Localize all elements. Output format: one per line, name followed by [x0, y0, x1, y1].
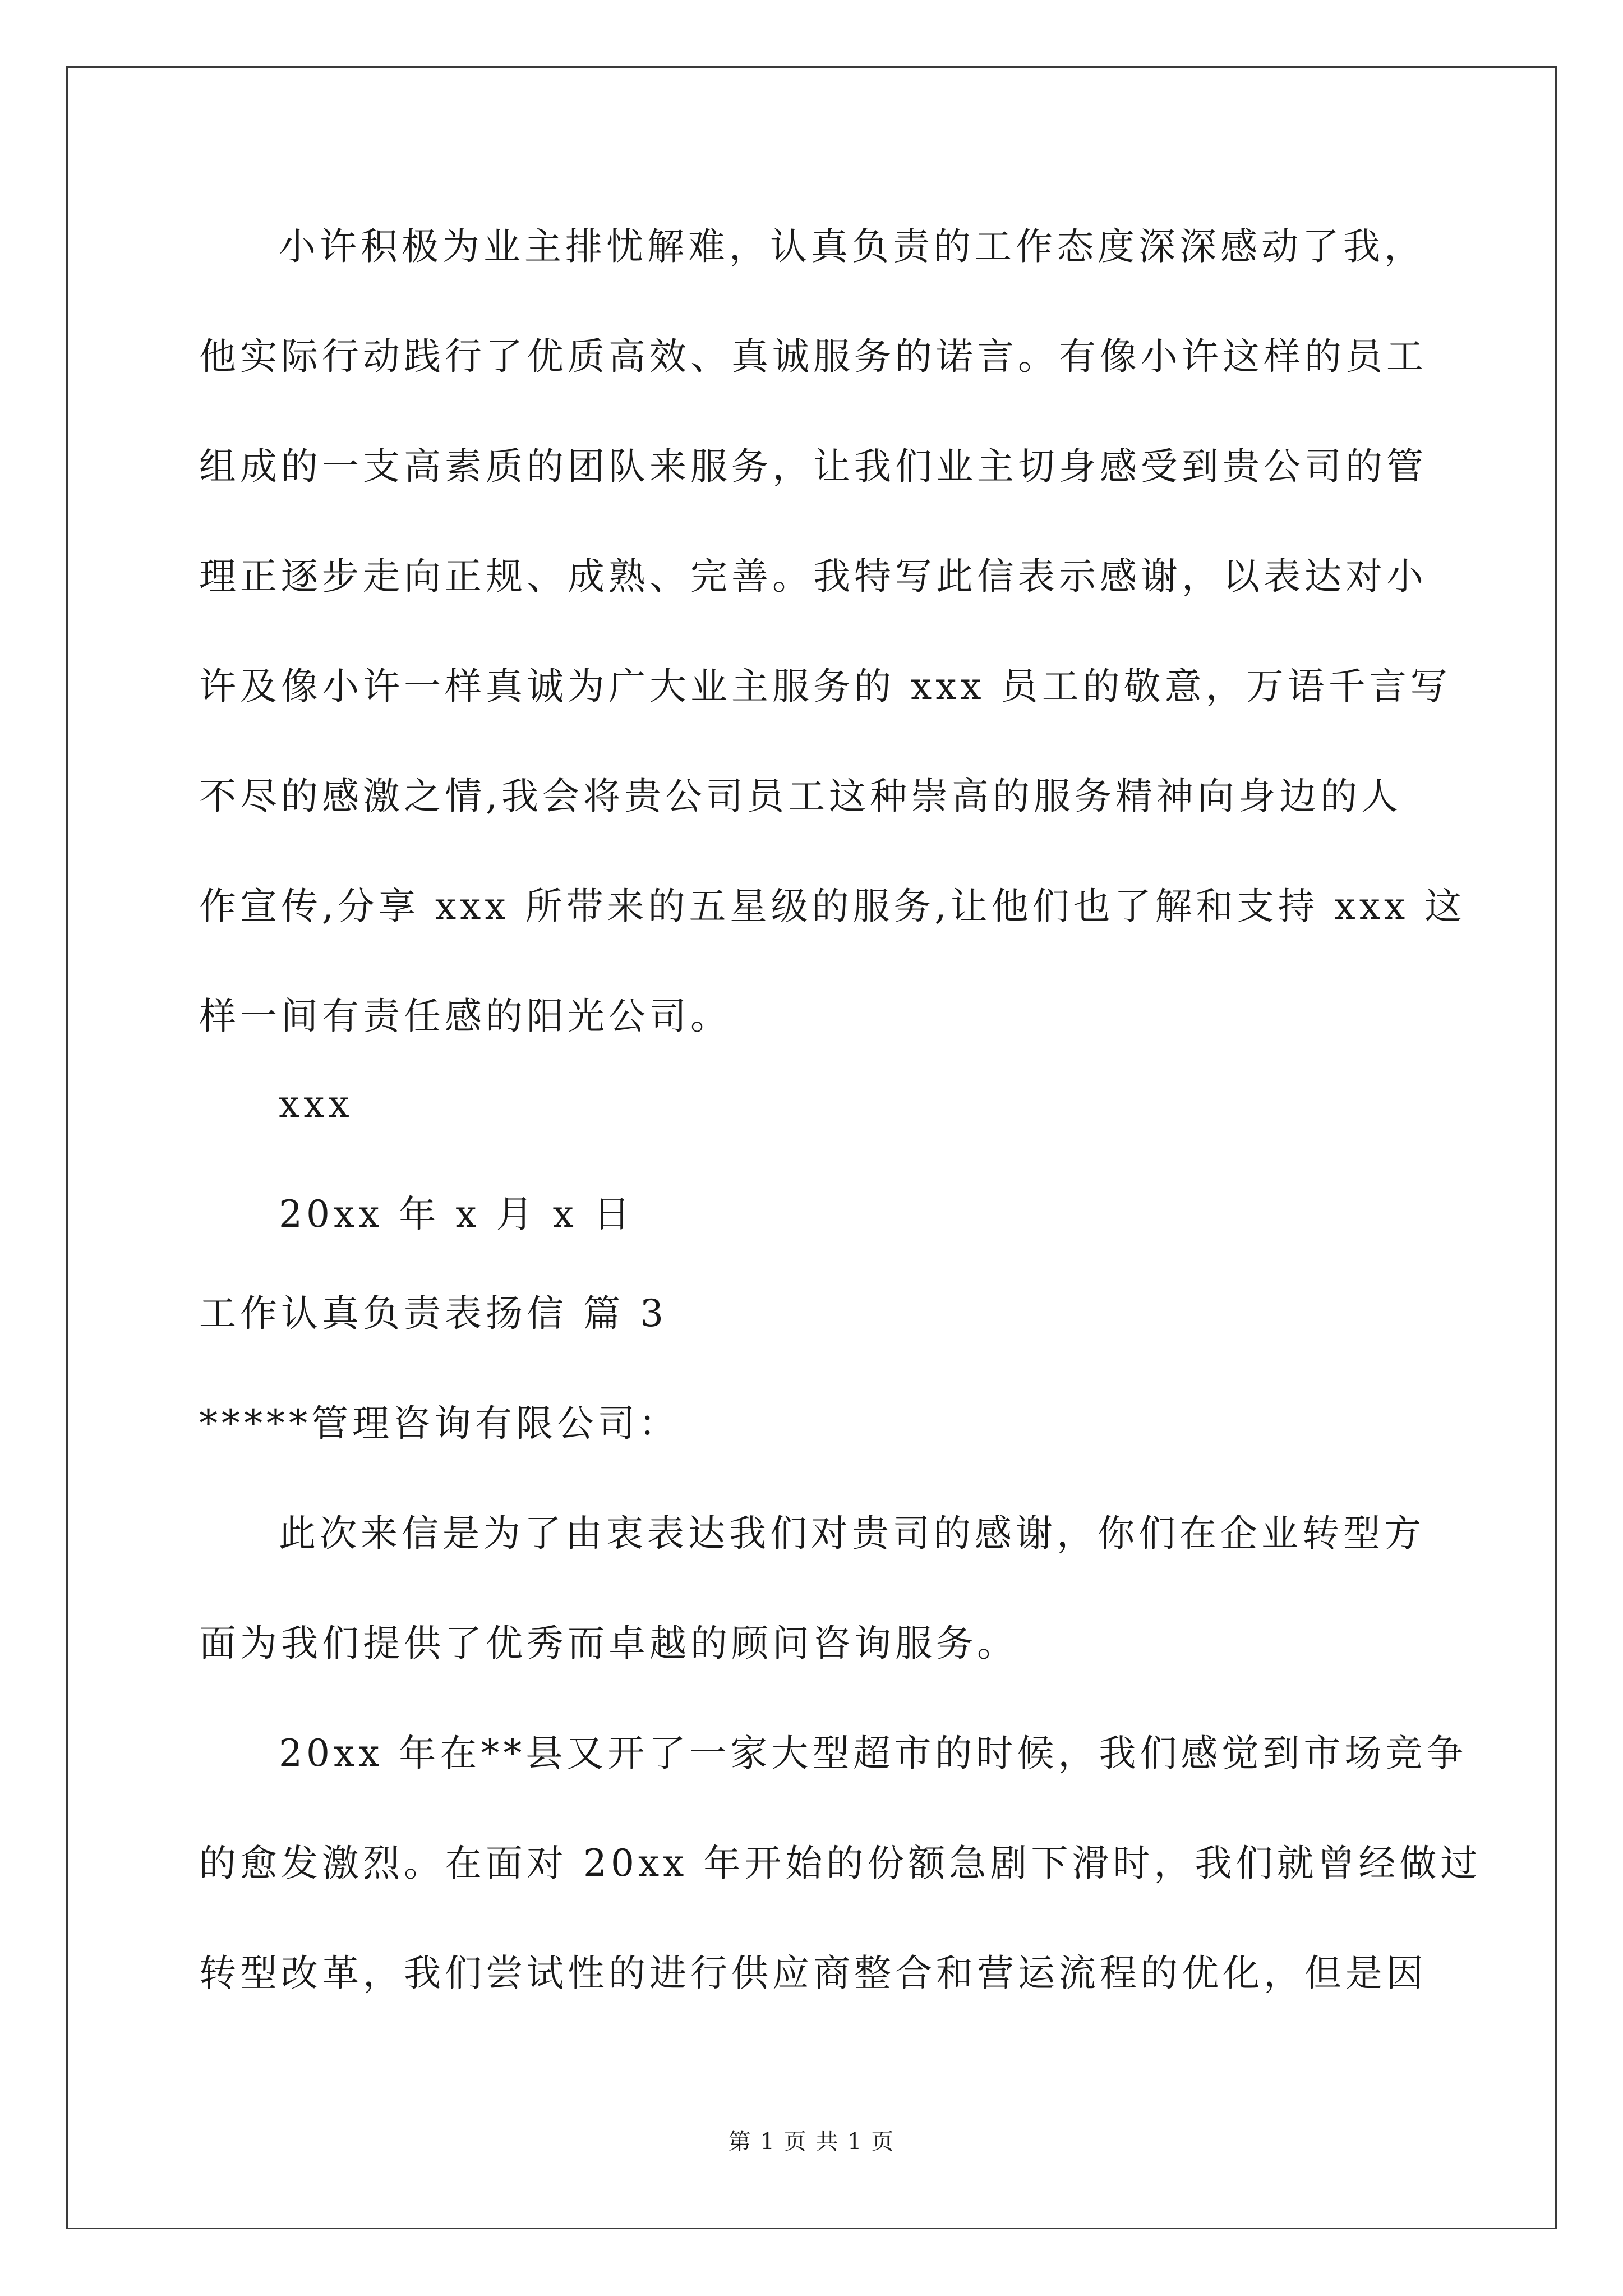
- paragraph-line: 样一间有责任感的阳光公司。: [199, 995, 731, 1038]
- letter-date: 20xx 年 x 月 x 日: [279, 1193, 634, 1236]
- paragraph-line: 许及像小许一样真诚为广大业主服务的 xxx 员工的敬意，万语千言写: [199, 665, 1451, 708]
- page-border: [66, 66, 1557, 2229]
- paragraph-line: 作宣传,分享 xxx 所带来的五星级的服务,让他们也了解和支持 xxx 这: [199, 885, 1466, 928]
- paragraph-line: 不尽的感激之情,我会将贵公司员工这种崇高的服务精神向身边的人: [199, 775, 1402, 818]
- paragraph-line: 面为我们提供了优秀而卓越的顾问咨询服务。: [199, 1622, 1018, 1665]
- paragraph-line: 20xx 年在**县又开了一家大型超市的时候，我们感觉到市场竞争: [279, 1732, 1468, 1775]
- page-footer: 第 1 页 共 1 页: [728, 2129, 895, 2155]
- letter-salutation: *****管理咨询有限公司：: [199, 1402, 680, 1445]
- paragraph-line: 理正逐步走向正规、成熟、完善。我特写此信表示感谢，以表达对小: [199, 555, 1427, 598]
- paragraph-line: 此次来信是为了由衷表达我们对贵司的感谢，你们在企业转型方: [279, 1512, 1425, 1555]
- signature-name: xxx: [279, 1083, 353, 1126]
- section-heading: 工作认真负责表扬信 篇 3: [199, 1292, 667, 1335]
- paragraph-line: 组成的一支高素质的团队来服务，让我们业主切身感受到贵公司的管: [199, 445, 1427, 488]
- paragraph-line: 他实际行动践行了优质高效、真诚服务的诺言。有像小许这样的员工: [199, 335, 1427, 378]
- paragraph-line: 的愈发激烈。在面对 20xx 年开始的份额急剧下滑时，我们就曾经做过: [199, 1842, 1482, 1885]
- paragraph-line: 小许积极为业主排忧解难，认真负责的工作态度深深感动了我，: [279, 225, 1425, 268]
- paragraph-line: 转型改革，我们尝试性的进行供应商整合和营运流程的优化，但是因: [199, 1952, 1427, 1995]
